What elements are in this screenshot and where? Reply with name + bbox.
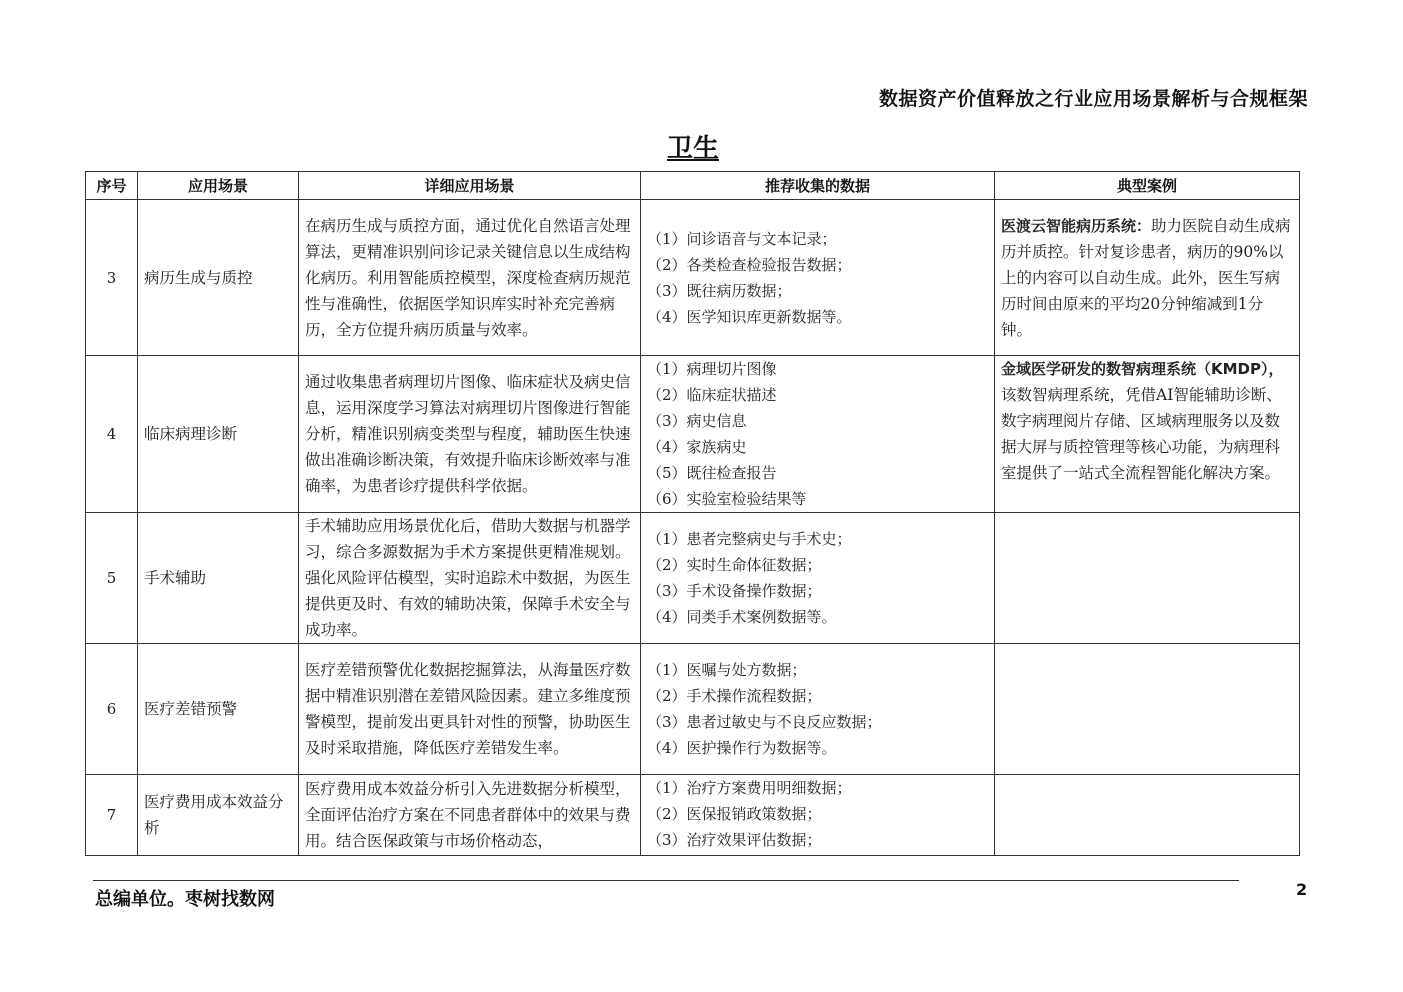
row-detail: 通过收集患者病理切片图像、临床症状及病史信息，运用深度学习算法对病理切片图像进行智能分析，精准识别病变类型与程度，辅助医生快速做出准确诊断决策，有效提升临床诊断效率与准确率，为患者诊疗提供科学依据。 bbox=[299, 356, 641, 513]
table-header-row bbox=[86, 172, 1300, 200]
data-item: （1）治疗方案费用明细数据； bbox=[647, 779, 852, 797]
data-item: （4）医学知识库更新数据等。 bbox=[647, 307, 852, 326]
column-header-data: 推荐收集的数据 bbox=[641, 172, 995, 200]
row-data-list bbox=[641, 356, 995, 513]
row-scene: 病历生成与质控 bbox=[138, 200, 299, 356]
column-header-scene: 应用场景 bbox=[138, 172, 299, 200]
row-case bbox=[995, 200, 1300, 356]
case-highlight: 医渡云智能病历系统： bbox=[1001, 216, 1152, 235]
table-row bbox=[86, 513, 1300, 644]
row-number: 5 bbox=[86, 513, 138, 644]
data-item: （1）问诊语音与文本记录； bbox=[647, 229, 837, 248]
row-scene: 医疗差错预警 bbox=[138, 644, 299, 775]
row-number: 6 bbox=[86, 644, 138, 775]
row-data-list bbox=[641, 644, 995, 775]
data-item: （2）临床症状描述 bbox=[647, 386, 777, 404]
data-item: （1）病理切片图像 bbox=[647, 360, 777, 378]
table-row bbox=[86, 356, 1300, 513]
data-item: （3）患者过敏史与不良反应数据； bbox=[647, 713, 882, 731]
column-header-detail: 详细应用场景 bbox=[299, 172, 641, 200]
data-item: （4）同类手术案例数据等。 bbox=[647, 608, 837, 626]
footer-divider bbox=[93, 880, 1239, 881]
data-item: （2）医保报销政策数据； bbox=[647, 805, 822, 823]
data-item: （1）患者完整病史与手术史； bbox=[647, 530, 852, 548]
footer-organization: 总编单位。枣树找数网 bbox=[95, 889, 275, 910]
row-data-list bbox=[641, 775, 995, 856]
column-header-case: 典型案例 bbox=[995, 172, 1300, 200]
document-header-title: 数据资产价值释放之行业应用场景解析与合规框架 bbox=[878, 88, 1308, 110]
data-item: （5）既往检查报告 bbox=[647, 464, 777, 482]
case-text: 该数智病理系统，凭借AI智能辅助诊断、数字病理阅片存储、区域病理服务以及数据大屏与质控管理等核心功能，为病理科室提供了一站式全流程智能化解决方案。 bbox=[1001, 386, 1282, 482]
data-item: （3）既往病历数据； bbox=[647, 281, 792, 300]
row-scene: 临床病理诊断 bbox=[138, 356, 299, 513]
table-row bbox=[86, 200, 1300, 356]
row-scene: 手术辅助 bbox=[138, 513, 299, 644]
row-number: 3 bbox=[86, 200, 138, 356]
data-item: （4）家族病史 bbox=[647, 438, 747, 456]
row-data-list bbox=[641, 513, 995, 644]
page-number: 2 bbox=[1296, 880, 1308, 899]
data-item: （4）医护操作行为数据等。 bbox=[647, 739, 837, 757]
row-detail: 在病历生成与质控方面，通过优化自然语言处理算法，更精准识别问诊记录关键信息以生成结构化病历。利用智能质控模型，深度检查病历规范性与准确性，依据医学知识库实时补充完善病历，全方位提升病历质量与效率。 bbox=[299, 200, 641, 356]
data-item: （3）病史信息 bbox=[647, 412, 747, 430]
data-item: （1）医嘱与处方数据； bbox=[647, 661, 807, 679]
row-case bbox=[995, 513, 1300, 644]
row-number: 7 bbox=[86, 775, 138, 856]
data-item: （3）治疗效果评估数据； bbox=[647, 831, 822, 849]
section-title: 卫生 bbox=[666, 134, 719, 164]
row-detail: 手术辅助应用场景优化后，借助大数据与机器学习，综合多源数据为手术方案提供更精准规划。强化风险评估模型，实时追踪术中数据，为医生提供更及时、有效的辅助决策，保障手术安全与成功率。 bbox=[299, 513, 641, 644]
row-case bbox=[995, 644, 1300, 775]
row-number: 4 bbox=[86, 356, 138, 513]
data-item: （2）各类检查检验报告数据； bbox=[647, 255, 852, 274]
data-item: （2）实时生命体征数据； bbox=[647, 556, 822, 574]
row-case bbox=[995, 775, 1300, 856]
column-header-no: 序号 bbox=[86, 172, 138, 200]
row-detail: 医疗费用成本效益分析引入先进数据分析模型，全面评估治疗方案在不同患者群体中的效果与费用。结合医保政策与市场价格动态， bbox=[299, 775, 641, 856]
row-data-list bbox=[641, 200, 995, 356]
case-text: 助力医院自动生成病历并质控。针对复诊患者，病历的90%以上的内容可以自动生成。此外，医生写病历时间由原来的平均20分钟缩减到1分钟。 bbox=[1001, 216, 1291, 339]
row-detail: 医疗差错预警优化数据挖掘算法，从海量医疗数据中精准识别潜在差错风险因素。建立多维度预警模型，提前发出更具针对性的预警，协助医生及时采取措施，降低医疗差错发生率。 bbox=[299, 644, 641, 775]
scenario-table bbox=[85, 171, 1300, 856]
data-item: （2）手术操作流程数据； bbox=[647, 687, 822, 705]
row-scene: 医疗费用成本效益分析 bbox=[138, 775, 299, 856]
data-item: （3）手术设备操作数据； bbox=[647, 582, 822, 600]
row-case bbox=[995, 356, 1300, 513]
case-highlight: 金域医学研发的数智病理系统（KMDP）， bbox=[1001, 360, 1284, 378]
table-row bbox=[86, 644, 1300, 775]
data-item: （6）实验室检验结果等 bbox=[647, 490, 807, 508]
table-row bbox=[86, 775, 1300, 856]
